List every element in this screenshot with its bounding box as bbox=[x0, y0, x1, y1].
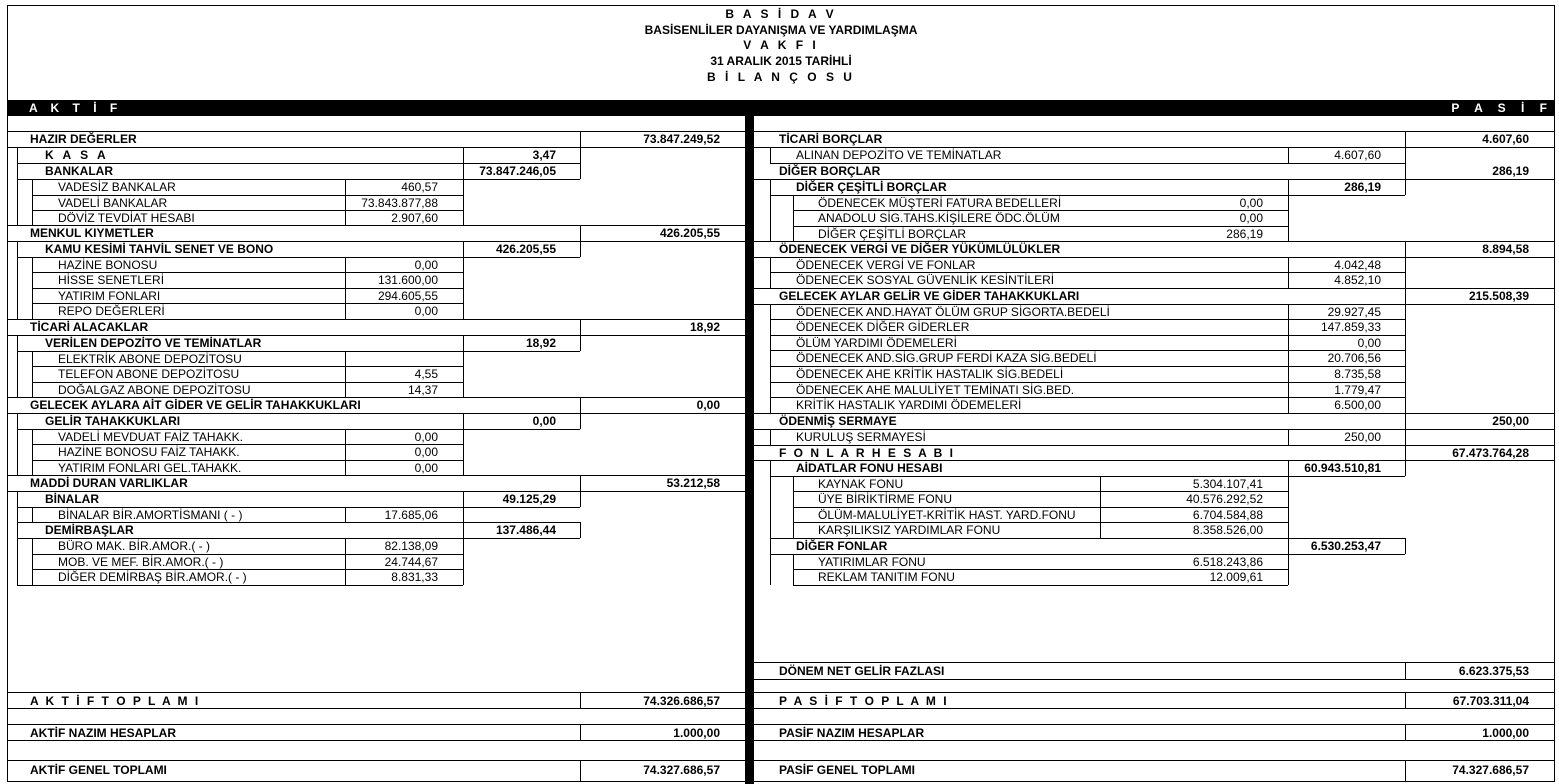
aktif-toplam-label: A K T İ F T O P L A M I bbox=[30, 694, 201, 708]
aktif-nazim-val: 1.000,00 bbox=[673, 726, 720, 740]
aktif-bankalar-label: BANKALAR bbox=[45, 164, 113, 178]
pasif-diger-label: DİĞER BORÇLAR bbox=[779, 164, 881, 178]
aktif-vadelimev-label: VADELİ MEVDUAT FAİZ TAHAKK. bbox=[58, 430, 243, 444]
pasif-kaza-label: ÖDENECEK AND.SİG.GRUP FERDİ KAZA SİG.BEDELİ bbox=[796, 351, 1097, 365]
aktif-yatgel-label: YATIRIM FONLARI GEL.TAHAKK. bbox=[58, 461, 242, 475]
pasif-reklam-label: REKLAM TANITIM FONU bbox=[818, 570, 955, 584]
aktif-telefon-label: TELEFON ABONE DEPOZİTOSU bbox=[58, 367, 240, 381]
aktif-hazinefaiz-val: 0,00 bbox=[414, 445, 438, 459]
pasif-odemusteri-val: 0,00 bbox=[1239, 196, 1263, 210]
pasif-kurulus-label: KURULUŞ SERMAYESİ bbox=[796, 430, 926, 444]
pasif-karsiliksiz-val: 8.358.526,00 bbox=[1192, 523, 1263, 537]
pasif-heading: P A S İ F bbox=[1451, 101, 1553, 115]
aktif-elektrik-label: ELEKTRİK ABONE DEPOZİTOSU bbox=[58, 352, 242, 366]
pasif-vergi-label: ÖDENECEK VERGİ VE DİĞER YÜKÜMLÜLÜKLER bbox=[779, 242, 1061, 256]
header-line-2: BASİSENLİLER DAYANIŞMA VE YARDIMLAŞMA bbox=[644, 23, 918, 37]
aktif-kasa-sub: 3,47 bbox=[532, 148, 556, 162]
aktif-genel-label: AKTİF GENEL TOPLAMI bbox=[30, 763, 167, 777]
pasif-ticari-total: 4.607,60 bbox=[1482, 132, 1529, 146]
pasif-digergider-val: 147.859,33 bbox=[1320, 320, 1381, 334]
aktif-gelecek-label: GELECEK AYLARA AİT GİDER VE GELİR TAHAKKUKLARI bbox=[30, 398, 361, 412]
pasif-ahemaluliyet-label: ÖDENECEK AHE MALULİYET TEMİNATI SİG.BED. bbox=[796, 383, 1075, 397]
aktif-bankalar-sub: 73.847.246,05 bbox=[479, 164, 556, 178]
pasif-yatirimfon-val: 6.518.243,86 bbox=[1192, 555, 1263, 569]
aktif-yatirim-val: 294.605,55 bbox=[377, 289, 438, 303]
pasif-kaynak-val: 5.304.107,41 bbox=[1192, 477, 1263, 491]
aktif-verilen-sub: 18,92 bbox=[525, 336, 556, 350]
pasif-vergifon-val: 4.042,48 bbox=[1334, 258, 1381, 272]
pasif-nazim-label: PASİF NAZIM HESAPLAR bbox=[779, 726, 925, 740]
aktif-telefon-val: 4,55 bbox=[414, 367, 438, 381]
aktif-hisse-val: 131.600,00 bbox=[377, 273, 438, 287]
center-divider bbox=[745, 116, 754, 784]
header-line-1: B A S İ D A V bbox=[725, 7, 837, 21]
pasif-diger-total: 286,19 bbox=[1492, 164, 1529, 178]
aktif-kamu-label: KAMU KESİMİ TAHVİL SENET VE BONO bbox=[45, 242, 274, 256]
aktif-ticari-label: TİCARİ ALACAKLAR bbox=[30, 320, 149, 334]
aktif-repo-val: 0,00 bbox=[414, 304, 438, 318]
aktif-maddi-label: MADDİ DURAN VARLIKLAR bbox=[30, 476, 188, 490]
aktif-doviz-val: 2.907,60 bbox=[391, 211, 438, 225]
aktif-gelir-sub: 0,00 bbox=[532, 414, 556, 428]
pasif-digercesit2-val: 286,19 bbox=[1226, 227, 1263, 241]
aktif-kasa-label: K A S A bbox=[45, 148, 109, 162]
aktif-diger-val: 8.831,33 bbox=[391, 570, 438, 584]
aktif-vadeli-val: 73.843.877,88 bbox=[361, 196, 438, 210]
pasif-kaza-val: 20.706,56 bbox=[1327, 351, 1381, 365]
pasif-kritik-label: KRİTİK HASTALIK YARDIMI ÖDEMELERİ bbox=[796, 398, 1022, 412]
pasif-gelecek-label: GELECEK AYLAR GELİR VE GİDER TAHAKKUKLARI bbox=[779, 289, 1080, 303]
pasif-digercesit2-label: DİĞER ÇEŞİTLİ BORÇLAR bbox=[818, 227, 967, 241]
pasif-olum-label: ÖLÜM YARDIMI ÖDEMELERİ bbox=[796, 336, 957, 350]
pasif-ahekritik-val: 8.735,58 bbox=[1334, 367, 1381, 381]
pasif-karsiliksiz-label: KARŞILIKSIZ YARDIMLAR FONU bbox=[818, 523, 1001, 537]
pasif-uye-val: 40.576.292,52 bbox=[1186, 492, 1263, 506]
aktif-menkul-label: MENKUL KIYMETLER bbox=[30, 226, 154, 240]
aktif-nazim-label: AKTİF NAZIM HESAPLAR bbox=[30, 726, 176, 740]
pasif-sermaye-label: ÖDENMİŞ SERMAYE bbox=[779, 414, 897, 428]
aktif-yatgel-val: 0,00 bbox=[414, 461, 438, 475]
aktif-maddi-total: 53.212,58 bbox=[666, 476, 720, 490]
pasif-gelecek-total: 215.508,39 bbox=[1468, 289, 1529, 303]
pasif-kaynak-label: KAYNAK FONU bbox=[818, 477, 904, 491]
pasif-aidat-sub: 60.943.510,81 bbox=[1304, 461, 1381, 475]
pasif-reklam-val: 12.009,61 bbox=[1209, 570, 1263, 584]
aktif-toplam-val: 74.326.686,57 bbox=[643, 694, 720, 708]
aktif-verilen-label: VERİLEN DEPOZİTO VE TEMİNATLAR bbox=[45, 336, 262, 350]
aktif-demirbas-sub: 137.486,44 bbox=[495, 523, 556, 537]
aktif-repo-label: REPO DEĞERLERİ bbox=[58, 304, 165, 318]
pasif-donem-total: 6.623.375,53 bbox=[1458, 664, 1529, 678]
aktif-vadelimev-val: 0,00 bbox=[414, 430, 438, 444]
aktif-gelecek-total: 0,00 bbox=[696, 398, 720, 412]
pasif-donem-label: DÖNEM NET GELİR FAZLASI bbox=[779, 664, 945, 678]
pasif-anadolu-val: 0,00 bbox=[1239, 211, 1263, 225]
pasif-genel-label: PASİF GENEL TOPLAMI bbox=[779, 763, 916, 777]
aktif-hisse-label: HİSSE SENETLERİ bbox=[58, 273, 165, 287]
pasif-digerfon-label: DİĞER FONLAR bbox=[796, 539, 888, 553]
aktif-ticari-total: 18,92 bbox=[689, 320, 720, 334]
pasif-kurulus-val: 250,00 bbox=[1344, 430, 1381, 444]
pasif-sgk-val: 4.852,10 bbox=[1334, 273, 1381, 287]
aktif-vadeli-label: VADELİ BANKALAR bbox=[58, 196, 168, 210]
aktif-binamor-val: 17.685,06 bbox=[384, 508, 438, 522]
aktif-hazine-val: 0,00 bbox=[414, 258, 438, 272]
aktif-hazine-label: HAZİNE BONOSU bbox=[58, 258, 158, 272]
aktif-heading: A K T İ F bbox=[29, 101, 123, 115]
aktif-mob-label: MOB. VE MEF. BİR.AMOR.( - ) bbox=[58, 555, 224, 569]
aktif-buro-label: BÜRO MAK. BİR.AMOR.( - ) bbox=[58, 539, 211, 553]
aktif-dogalgaz-label: DOĞALGAZ ABONE DEPOZİTOSU bbox=[58, 383, 251, 397]
pasif-sermaye-total: 250,00 bbox=[1492, 414, 1529, 428]
pasif-digercesitli-sub: 286,19 bbox=[1344, 180, 1381, 194]
pasif-anadolu-label: ANADOLU SİG.TAHS.KİŞİLERE ÖDC.ÖLÜM bbox=[818, 211, 1060, 225]
pasif-nazim-val: 1.000,00 bbox=[1482, 726, 1529, 740]
pasif-toplam-label: P A S İ F T O P L A M I bbox=[779, 694, 949, 708]
aktif-demirbas-label: DEMİRBAŞLAR bbox=[45, 523, 134, 537]
pasif-ahekritik-label: ÖDENECEK AHE KRİTİK HASTALIK SİG.BEDELİ bbox=[796, 367, 1064, 381]
pasif-genel-val: 74.327.686,57 bbox=[1452, 763, 1529, 777]
pasif-odemusteri-label: ÖDENECEK MÜŞTERİ FATURA BEDELLERİ bbox=[818, 196, 1062, 210]
pasif-olummal-label: ÖLÜM-MALULİYET-KRİTİK HAST. YARD.FONU bbox=[818, 508, 1076, 522]
pasif-digercesitli-label: DİĞER ÇEŞİTLİ BORÇLAR bbox=[796, 180, 947, 194]
aktif-mob-val: 24.744,67 bbox=[384, 555, 438, 569]
header-line-3: V A K F I bbox=[743, 38, 819, 52]
aktif-vadesiz-label: VADESİZ BANKALAR bbox=[58, 180, 176, 194]
pasif-aidat-label: AİDATLAR FONU HESABI bbox=[796, 461, 943, 475]
pasif-kritik-val: 6.500,00 bbox=[1334, 398, 1381, 412]
pasif-ticari-label: TİCARİ BORÇLAR bbox=[779, 132, 883, 146]
aktif-menkul-total: 426.205,55 bbox=[659, 226, 720, 240]
pasif-yatirimfon-label: YATIRIMLAR FONU bbox=[818, 555, 926, 569]
header-line-4: 31 ARALIK 2015 TARİHLİ bbox=[710, 54, 852, 68]
pasif-digerfon-sub: 6.530.253,47 bbox=[1310, 539, 1381, 553]
aktif-dogalgaz-val: 14,37 bbox=[407, 383, 438, 397]
pasif-digergider-label: ÖDENECEK DİĞER GİDERLER bbox=[796, 320, 970, 334]
aktif-doviz-label: DÖVİZ TEVDİAT HESABI bbox=[58, 211, 195, 225]
aktif-kamu-sub: 426.205,55 bbox=[495, 242, 556, 256]
aktif-yatirim-label: YATIRIM FONLARI bbox=[58, 289, 161, 303]
aktif-gelir-label: GELİR TAHAKKUKLARI bbox=[45, 414, 181, 428]
aktif-binalar-label: BİNALAR bbox=[45, 492, 99, 506]
pasif-toplam-val: 67.703.311,04 bbox=[1452, 694, 1529, 708]
pasif-alinan-label: ALINAN DEPOZİTO VE TEMİNATLAR bbox=[796, 148, 1002, 162]
section-bar bbox=[7, 100, 1555, 116]
pasif-uye-label: ÜYE BİRİKTİRME FONU bbox=[818, 492, 953, 506]
aktif-diger-label: DİĞER DEMİRBAŞ BİR.AMOR.( - ) bbox=[58, 570, 247, 584]
pasif-alinan-val: 4.607,60 bbox=[1334, 148, 1381, 162]
aktif-vadesiz-val: 460,57 bbox=[401, 180, 438, 194]
pasif-olummal-val: 6.704.584,88 bbox=[1192, 508, 1263, 522]
pasif-sgk-label: ÖDENECEK SOSYAL GÜVENLİK KESİNTİLERİ bbox=[796, 273, 1055, 287]
aktif-hazir-label: HAZIR DEĞERLER bbox=[30, 132, 137, 146]
aktif-hazir-total: 73.847.249,52 bbox=[643, 132, 720, 146]
aktif-genel-val: 74.327.686,57 bbox=[643, 763, 720, 777]
pasif-hayat-label: ÖDENECEK AND.HAYAT ÖLÜM GRUP SİGORTA.BEDELİ bbox=[796, 305, 1110, 319]
pasif-fonlar-total: 67.473.764,28 bbox=[1452, 446, 1529, 460]
aktif-binalar-sub: 49.125,29 bbox=[502, 492, 556, 506]
header-line-5: B İ L A N Ç O S U bbox=[707, 70, 855, 84]
aktif-hazinefaiz-label: HAZİNE BONOSU FAİZ TAHAKK. bbox=[58, 445, 240, 459]
aktif-binamor-label: BİNALAR BİR.AMORTİSMANI ( - ) bbox=[58, 508, 243, 522]
pasif-vergi-total: 8.894,58 bbox=[1482, 242, 1529, 256]
pasif-vergifon-label: ÖDENECEK VERGİ VE FONLAR bbox=[796, 258, 976, 272]
aktif-buro-val: 82.138,09 bbox=[384, 539, 438, 553]
pasif-hayat-val: 29.927,45 bbox=[1327, 305, 1381, 319]
pasif-fonlar-label: F O N L A R H E S A B I bbox=[779, 446, 956, 460]
pasif-olum-val: 0,00 bbox=[1357, 336, 1381, 350]
pasif-ahemaluliyet-val: 1.779,47 bbox=[1334, 383, 1381, 397]
